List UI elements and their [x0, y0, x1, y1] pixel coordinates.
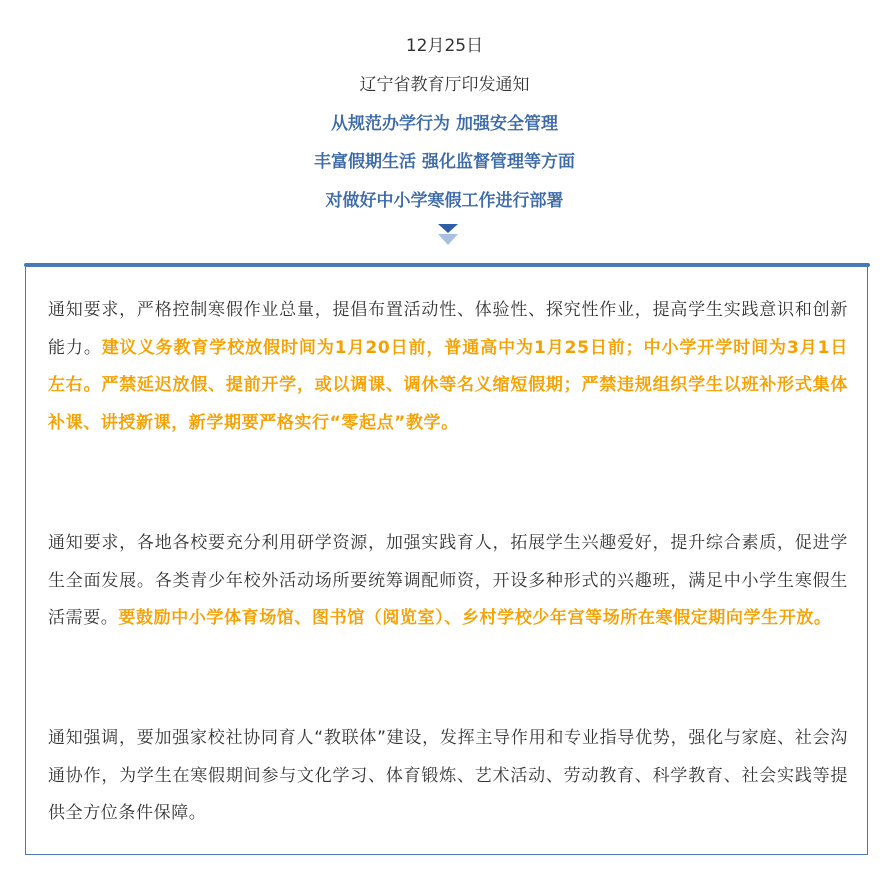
paragraph-3-text: 通知强调，要加强家校社协同育人“教联体”建设，发挥主导作用和专业指导优势，强化与家庭、社会沟通协作，为学生在寒假期间参与文化学习、体育锻炼、艺术活动、劳动教育、科学教育、社会实践等提供全方位条件保障。 — [48, 728, 848, 823]
paragraph-2 — [48, 525, 848, 638]
headline-line-2: 丰富假期生活 强化监督管理等方面 — [314, 152, 575, 172]
paragraph-2-highlight: 要鼓励中小学体育场馆、图书馆（阅览室）、乡村学校少年宫等场所在寒假定期向学生开放。 — [118, 608, 832, 628]
headline-line-1: 从规范办学行为 加强安全管理 — [331, 114, 558, 134]
content-box — [25, 267, 868, 855]
paragraph-1 — [48, 292, 848, 442]
paragraph-2-text: 通知要求，各地各校要充分利用研学资源，加强实践育人，拓展学生兴趣爱好，提升综合素质，促进学生全面发展。各类青少年校外活动场所要统筹调配师资，开设多种形式的兴趣班，满足中小学生寒假生活需要。 — [48, 533, 848, 628]
source-label: 辽宁省教育厅印发通知 — [359, 75, 530, 95]
double-chevron-down-icon — [437, 223, 459, 247]
paragraph-1-highlight: 建议义务教育学校放假时间为1月20日前，普通高中为1月25日前；中小学开学时间为3月1日左右。严禁延迟放假、提前开学，或以调课、调休等名义缩短假期；严禁违规组织学生以班补形式集体补课、讲授新课，新学期要严格实行“零起点”教学。 — [48, 337, 848, 433]
paragraph-3 — [48, 720, 848, 833]
headline-line-3: 对做好中小学寒假工作进行部署 — [325, 191, 564, 211]
date-label: 12月25日 — [405, 36, 484, 56]
paragraph-1-text: 通知要求，严格控制寒假作业总量，提倡布置活动性、体验性、探究性作业，提高学生实践意识和创新能力。 — [48, 300, 848, 358]
